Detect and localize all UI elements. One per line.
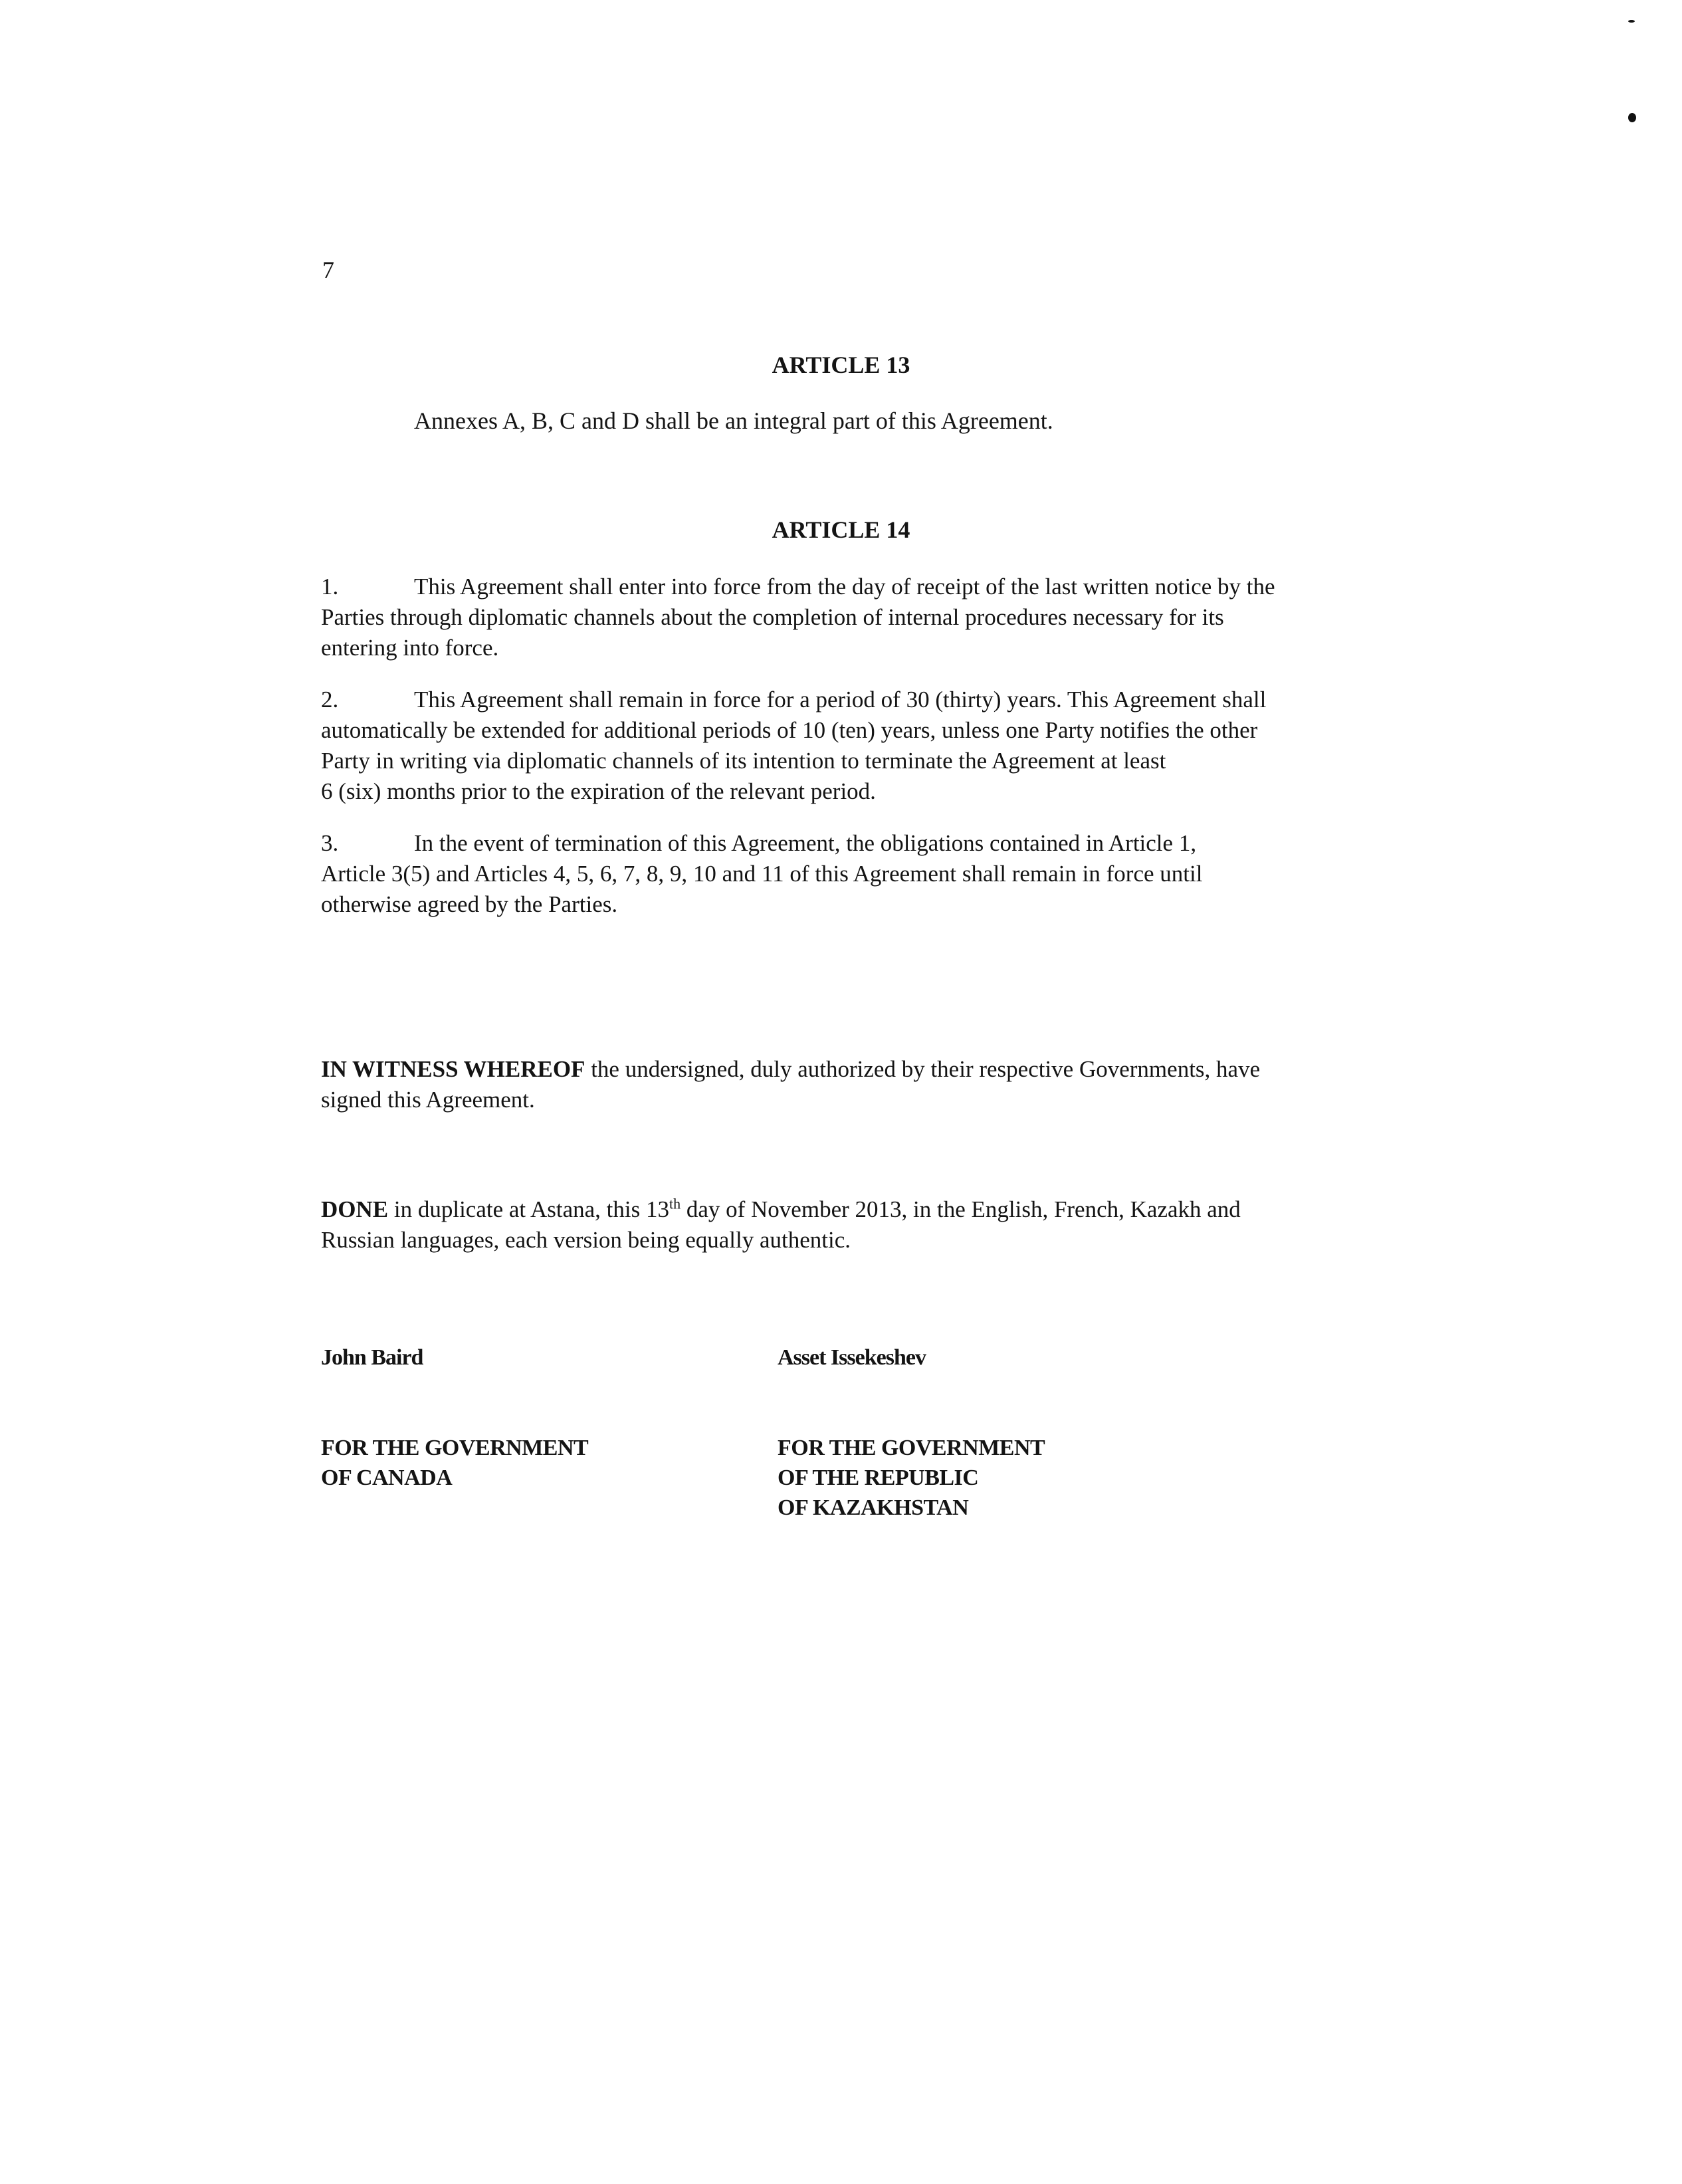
paragraph-number: 3. xyxy=(321,830,339,856)
signatory-name-kazakhstan: Asset Issekeshev xyxy=(778,1345,926,1370)
paragraph-number: 1. xyxy=(321,574,339,600)
paragraph-line: Parties through diplomatic channels about the completion of internal procedures necessary for its xyxy=(321,604,1224,630)
done-bold: DONE xyxy=(321,1196,389,1222)
government-kazakhstan xyxy=(778,1433,1045,1523)
paragraph-line: Article 3(5) and Articles 4, 5, 6, 7, 8, 9, 10 and 11 of this Agreement shall remain in force until xyxy=(321,861,1203,887)
witness-line-1 xyxy=(321,1054,1344,1085)
scan-speck-top xyxy=(1628,20,1635,23)
witness-clause xyxy=(321,1054,1344,1115)
paragraph-line: otherwise agreed by the Parties. xyxy=(321,891,618,917)
article-13-heading: ARTICLE 13 xyxy=(772,352,910,378)
paragraph-number: 2. xyxy=(321,687,339,712)
paragraph-line xyxy=(321,572,1344,602)
government-line: OF THE REPUBLIC xyxy=(778,1466,979,1490)
witness-line-2: signed this Agreement. xyxy=(321,1087,535,1113)
page-number: 7 xyxy=(322,257,334,283)
done-superscript: th xyxy=(669,1195,681,1212)
government-line: FOR THE GOVERNMENT xyxy=(778,1436,1045,1460)
done-text-post: day of November 2013, in the English, French, Kazakh and xyxy=(681,1196,1241,1222)
paragraph-text: This Agreement shall enter into force from the day of receipt of the last written notice by the xyxy=(414,574,1275,600)
paragraph-line: entering into force. xyxy=(321,635,499,661)
article-14-heading: ARTICLE 14 xyxy=(772,516,910,543)
article-13-text: Annexes A, B, C and D shall be an integral part of this Agreement. xyxy=(414,407,1053,434)
paragraph-line: automatically be extended for additional periods of 10 (ten) years, unless one Party notifies the other xyxy=(321,717,1258,743)
government-line: OF CANADA xyxy=(321,1466,453,1490)
done-clause xyxy=(321,1194,1344,1256)
paragraph-line xyxy=(321,685,1344,715)
scan-speck-right xyxy=(1628,113,1636,122)
paragraph-line: 6 (six) months prior to the expiration of the relevant period. xyxy=(321,778,876,804)
article-14-paragraph-2 xyxy=(321,685,1344,807)
done-line-1 xyxy=(321,1194,1344,1225)
witness-bold: IN WITNESS WHEREOF xyxy=(321,1056,585,1082)
paragraph-line xyxy=(321,828,1344,859)
government-line: OF KAZAKHSTAN xyxy=(778,1495,969,1520)
government-canada xyxy=(321,1433,588,1493)
witness-text: the undersigned, duly authorized by their respective Governments, have xyxy=(585,1056,1261,1082)
government-line: FOR THE GOVERNMENT xyxy=(321,1436,589,1460)
paragraph-line: Party in writing via diplomatic channels of its intention to terminate the Agreement at least xyxy=(321,748,1166,774)
article-14-paragraph-1 xyxy=(321,572,1344,663)
article-14-paragraph-3 xyxy=(321,828,1344,920)
signatory-name-canada: John Baird xyxy=(321,1345,423,1370)
done-text-pre: in duplicate at Astana, this 13 xyxy=(388,1196,669,1222)
paragraph-text: In the event of termination of this Agreement, the obligations contained in Article 1, xyxy=(414,830,1197,856)
done-line-2: Russian languages, each version being equally authentic. xyxy=(321,1227,851,1253)
paragraph-text: This Agreement shall remain in force for a period of 30 (thirty) years. This Agreement shall xyxy=(414,687,1267,712)
